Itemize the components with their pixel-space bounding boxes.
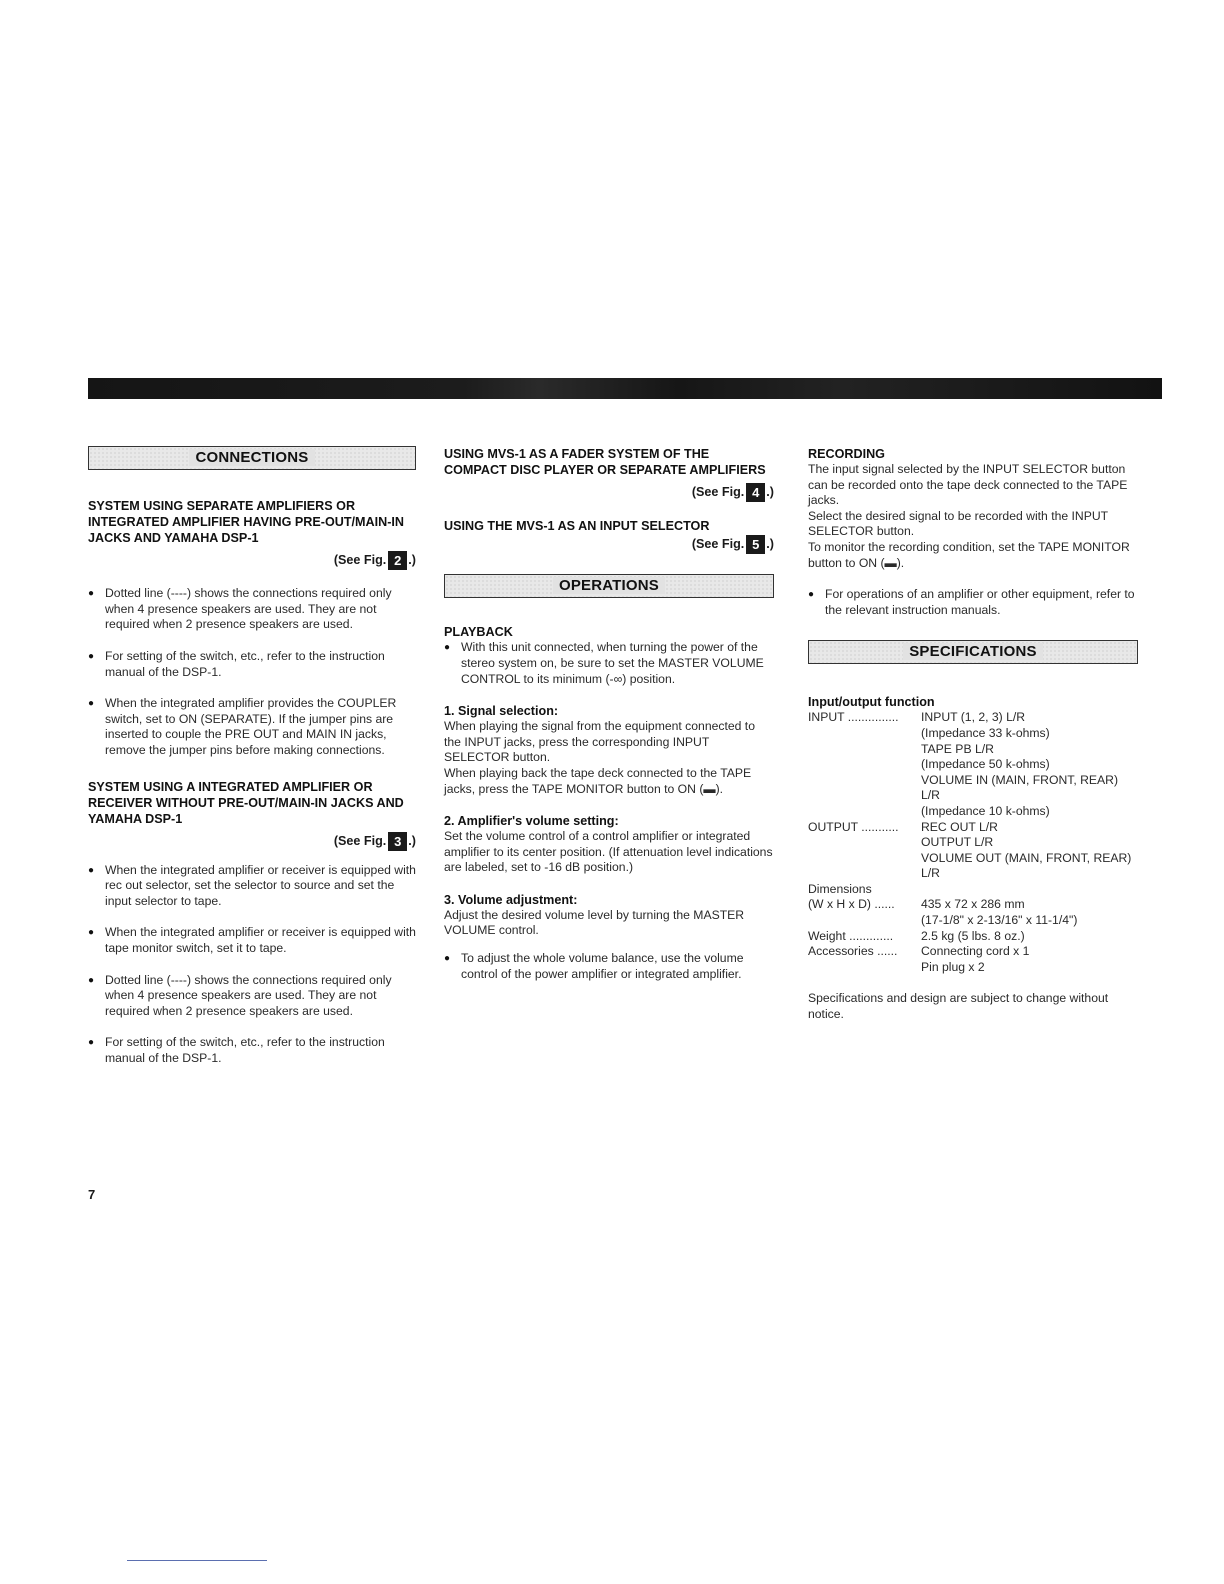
figure-number-badge: 2: [388, 551, 407, 570]
paragraph: When playing the signal from the equipment connected to the INPUT jacks, press the corresponding INPUT SELECTOR button.: [444, 719, 755, 765]
bullet-list: [88, 586, 416, 758]
paragraph: To monitor the recording condition, set the TAPE MONITOR button to ON (▬).: [808, 539, 1130, 570]
see-figure-ref: (See Fig. 3 .): [333, 833, 416, 849]
list-item: ● For setting of the switch, etc., refer to the instruction manual of the DSP-1.: [88, 1035, 416, 1066]
spec-value: Pin plug x 2: [921, 959, 985, 974]
heading-input-selector: USING THE MVS-1 AS AN INPUT SELECTOR: [444, 519, 710, 534]
spec-row-weight: [808, 929, 1138, 945]
io-function-title: Input/output function: [808, 695, 935, 710]
spec-label: Dimensions: [808, 881, 872, 896]
spec-value: Connecting cord x 1: [921, 944, 1030, 959]
spec-value: (Impedance 10 k-ohms): [921, 803, 1050, 818]
spec-row-output: [808, 820, 1138, 882]
spec-value: VOLUME OUT (MAIN, FRONT, REAR) L/R: [921, 850, 1132, 881]
step-volume-setting: 2. Amplifier's volume setting:: [444, 814, 619, 829]
bullet-list: [444, 640, 774, 687]
spec-value: 435 x 72 x 286 mm: [921, 897, 1025, 912]
paragraph: Adjust the desired volume level by turning the MASTER VOLUME control.: [444, 907, 745, 938]
spec-value: (Impedance 33 k-ohms): [921, 725, 1050, 740]
spec-label: Weight .............: [808, 928, 894, 943]
see-figure-ref: (See Fig. 5 .): [691, 537, 774, 553]
spec-value: OUTPUT L/R: [921, 835, 994, 850]
header-bar: [88, 378, 1162, 399]
bullet-list: [88, 863, 416, 1067]
spec-label: (W x H x D) ......: [808, 897, 895, 912]
spec-row-dimensions: [808, 897, 1138, 928]
list-item: ● For operations of an amplifier or other equipment, refer to the relevant instruction manuals.: [808, 587, 1138, 618]
spec-value: (17-1/8" x 2-13/16" x 11-1/4"): [921, 913, 1078, 928]
list-item: ● To adjust the whole volume balance, use the volume control of the power amplifier or integrated amplifier.: [444, 951, 774, 982]
page-number: 7: [88, 1187, 96, 1202]
heading-fader-system: USING MVS-1 AS A FADER SYSTEM OF THE COMPACT DISC PLAYER OR SEPARATE AMPLIFIERS: [444, 447, 766, 477]
paragraph: The input signal selected by the INPUT SELECTOR button can be recorded onto the tape deck connected to the TAPE jacks.: [808, 462, 1128, 508]
spec-value: 2.5 kg (5 lbs. 8 oz.): [921, 928, 1025, 943]
spec-value: VOLUME IN (MAIN, FRONT, REAR) L/R: [921, 772, 1119, 803]
list-item: ● When the integrated amplifier provides the COUPLER switch, set to ON (SEPARATE). If the jumper pins are inserted to couple the PRE OUT and MAIN IN jacks, remove the jumper pins before making connections.: [88, 696, 416, 758]
list-item: ● When the integrated amplifier or receiver is equipped with rec out selector, set the selector to source and set the input selector to tape.: [88, 863, 416, 910]
operations-column: [444, 446, 774, 982]
figure-number-badge: 4: [746, 483, 765, 502]
figure-number-badge: 5: [746, 535, 765, 554]
heading-separate-amplifiers: SYSTEM USING SEPARATE AMPLIFIERS OR INTEGRATED AMPLIFIER HAVING PRE-OUT/MAIN-IN JACKS AND YAMAHA DSP-1: [88, 499, 404, 545]
playback-title: PLAYBACK: [444, 625, 513, 640]
spec-row-accessories: [808, 944, 1138, 975]
figure-number-badge: 3: [388, 832, 407, 851]
spec-row-input: [808, 710, 1138, 819]
list-item: ● Dotted line (----) shows the connections required only when 4 presence speakers are used. They are not required when 2 presence speakers are used.: [88, 586, 416, 633]
connections-column: [88, 446, 416, 1067]
specifications-column: [808, 446, 1138, 1023]
connections-section-header: CONNECTIONS: [88, 446, 416, 470]
step-volume-adjustment: 3. Volume adjustment:: [444, 892, 578, 907]
spec-value: REC OUT L/R: [921, 819, 998, 834]
paragraph: When playing back the tape deck connected to the TAPE jacks, press the TAPE MONITOR button to ON (▬).: [444, 765, 752, 796]
bullet-list: [808, 587, 1138, 618]
spec-label: OUTPUT ...........: [808, 819, 899, 834]
step-signal-selection: 1. Signal selection:: [444, 704, 559, 719]
list-item: ● When the integrated amplifier or receiver is equipped with tape monitor switch, set it to tape.: [88, 925, 416, 956]
list-item: ● With this unit connected, when turning the power of the stereo system on, be sure to set the MASTER VOLUME CONTROL to its minimum (-∞) position.: [444, 640, 774, 687]
operations-section-header: OPERATIONS: [444, 574, 774, 598]
see-figure-ref: (See Fig. 4 .): [691, 485, 774, 501]
heading-integrated-amplifier: SYSTEM USING A INTEGRATED AMPLIFIER OR RECEIVER WITHOUT PRE-OUT/MAIN-IN JACKS AND YAMAHA DSP-1: [88, 779, 404, 826]
footer-divider: [127, 1560, 267, 1561]
recording-title: RECORDING: [808, 447, 885, 461]
spec-note: Specifications and design are subject to change without notice.: [808, 991, 1109, 1022]
spec-value: (Impedance 50 k-ohms): [921, 757, 1050, 772]
spec-label: INPUT ...............: [808, 710, 899, 725]
paragraph: Select the desired signal to be recorded with the INPUT SELECTOR button.: [808, 508, 1108, 539]
paragraph: Set the volume control of a control amplifier or integrated amplifier to its center position. (If attenuation level indications are labeled, set to -16 dB position.): [444, 829, 773, 875]
bullet-list: [444, 951, 774, 982]
see-figure-ref: (See Fig. 2 .): [333, 553, 416, 569]
spec-value: INPUT (1, 2, 3) L/R: [921, 710, 1026, 725]
list-item: ● For setting of the switch, etc., refer to the instruction manual of the DSP-1.: [88, 649, 416, 680]
spec-value: TAPE PB L/R: [921, 741, 994, 756]
list-item: ● Dotted line (----) shows the connections required only when 4 presence speakers are used. They are not required when 2 presence speakers are used.: [88, 973, 416, 1020]
specifications-section-header: SPECIFICATIONS: [808, 640, 1138, 664]
spec-label: Accessories ......: [808, 944, 898, 959]
spec-table: [808, 710, 1138, 975]
